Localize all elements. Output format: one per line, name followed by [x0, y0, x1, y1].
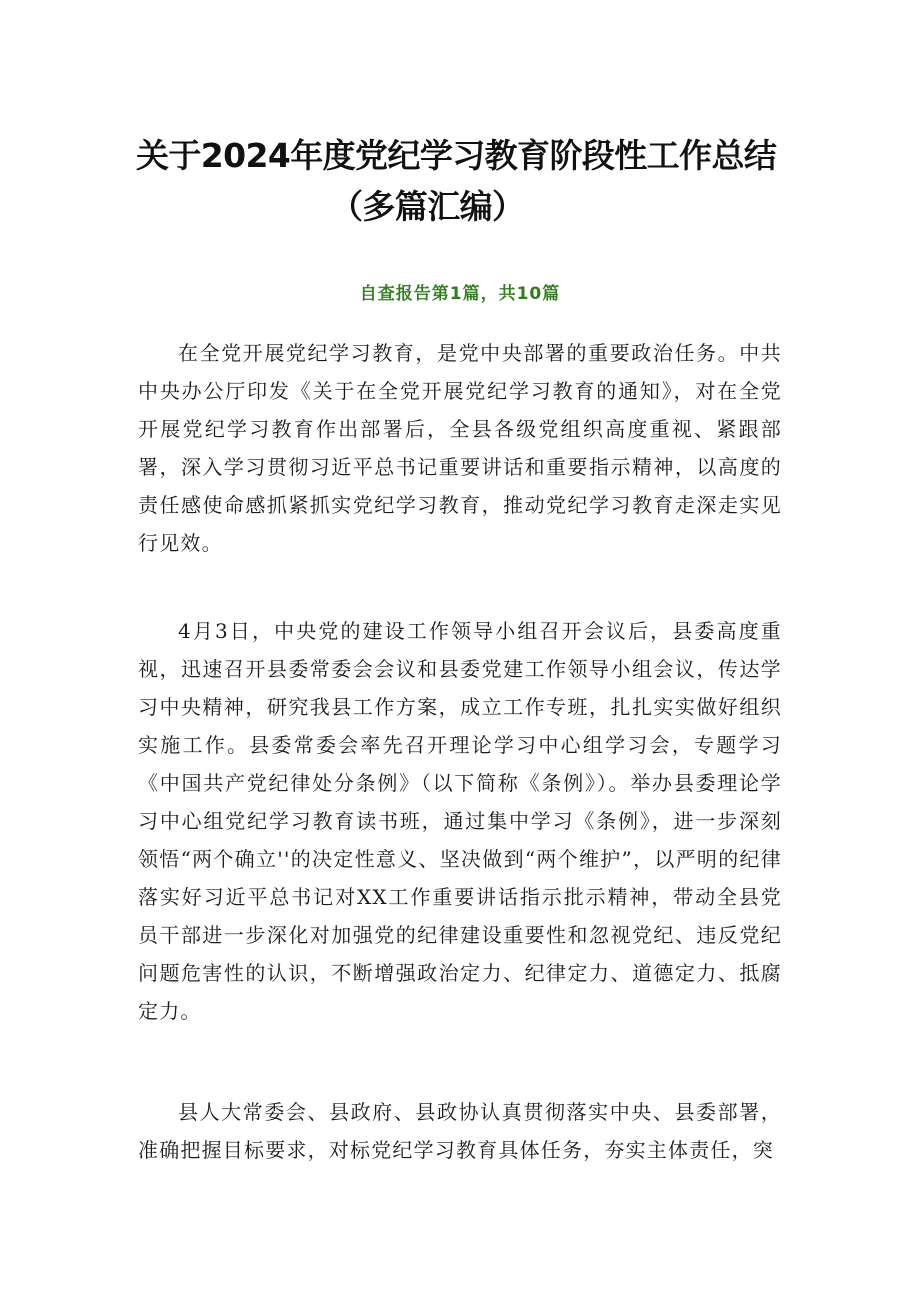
paragraph-1: 在全党开展党纪学习教育，是党中央部署的重要政治任务。中共中央办公厅印发《关于在全党开展党纪学习教育的通知》，对在全党开展党纪学习教育作出部署后，全县各级党组织高度重视、紧跟部署，深入学习贯彻习近平总书记重要讲话和重要指示精神，以高度的责任感使命感抓紧抓实党纪学习教育，推动党纪学习教育走深走实见行见效。	[138, 341, 782, 555]
paragraph-3: 县人大常委会、县政府、县政协认真贯彻落实中央、县委部署，准确把握目标要求，对标党纪学习教育具体任务，夯实主体责任，突	[138, 1100, 782, 1162]
document-title-line-1: 关于2024年度党纪学习教育阶段性工作总结	[136, 136, 777, 176]
document-title	[0, 133, 920, 230]
paragraph-2: 4月3日，中央党的建设工作领导小组召开会议后，县委高度重视，迅速召开县委常委会会议和县委党建工作领导小组会议，传达学习中央精神，研究我县工作方案，成立工作专班，扎扎实实做好组织实施工作。县委常委会率先召开理论学习中心组学习会，专题学习《中国共产党纪律处分条例》（以下简称《条例》）。举办县委理论学习中心组党纪学习教育读书班，通过集中学习《条例》，进一步深刻领悟“两个确立''的决定性意义、坚决做到“两个维护”，以严明的纪律落实好习近平总书记对XX工作重要讲话指示批示精神，带动全县党员干部进一步深化对加强党的纪律建设重要性和忽视党纪、违反党纪问题危害性的认识，不断增强政治定力、纪律定力、道德定力、抵腐定力。	[138, 619, 782, 1023]
document-title-line-2: （多篇汇编）	[330, 187, 525, 227]
report-subtitle: 自查报告第1篇，共10篇	[359, 284, 561, 304]
